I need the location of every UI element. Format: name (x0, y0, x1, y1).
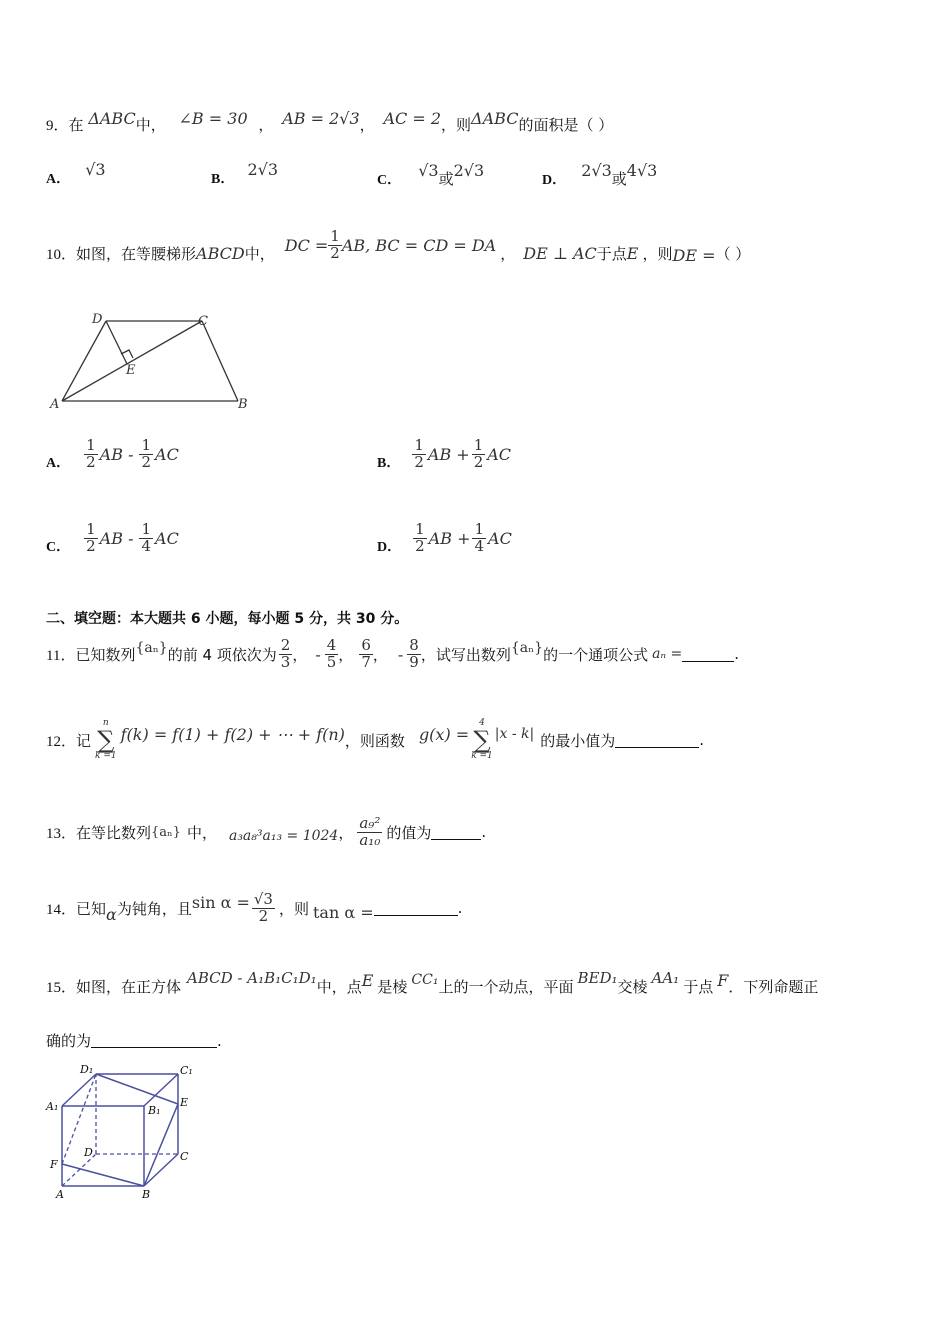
q14-fraction: $\frac{√3}{2}$ (253, 889, 273, 925)
q10-fraction: $\frac{1}{2}$ (330, 226, 340, 262)
label-d: D (92, 312, 103, 327)
label-a: A (56, 1188, 64, 1201)
q11-term-4: $\frac{8}{9}$ (409, 635, 419, 671)
label-d1: D₁ (80, 1063, 94, 1076)
q12-answer-blank[interactable] (615, 733, 699, 748)
q11-term-1: $\frac{2}{3}$ (280, 635, 291, 671)
q11-term-2: $\frac{4}{5}$ (326, 635, 337, 671)
diagonal-ac (62, 321, 202, 401)
label-a: A (50, 397, 60, 412)
label-b: B (142, 1188, 151, 1201)
label-a1: A₁ (46, 1100, 59, 1113)
edge-c1-b1 (144, 1074, 178, 1106)
q9-option-c: C． √3或2√3 (377, 161, 485, 188)
label-e: E (126, 363, 136, 378)
q9-stem: 9．在 ΔABC中， ∠B = 30 ， AB = 2√3， AC = 2，则ΔABC的面积是（ ） (46, 109, 614, 134)
edge-c-b (144, 1154, 178, 1186)
q13-answer-blank[interactable] (431, 825, 481, 840)
q9-option-a: A． √3 (46, 160, 106, 187)
q12-sum-1: n ∑ k =1 (95, 718, 117, 761)
label-b1: B₁ (148, 1104, 161, 1117)
q11-stem: 11． 已知数列 {aₙ} 的前 4 项依次为 $\frac{2}{3}$ ， - $\frac{4}{5}$ ， $\frac{6}{7}$ ， - $\frac{8}{9}$ ，试写出数列 {aₙ} 的一个通项公式 aₙ = . (46, 635, 740, 671)
label-b: B (238, 397, 248, 412)
q11-answer-blank[interactable] (682, 647, 734, 662)
q10-trapezoid-figure (48, 308, 258, 413)
q12-stem: 12． 记 n ∑ k =1 f(k) = f(1) + f(2) + ⋯ + f(n) ，则函数 g(x) = 4 ∑ k =1 |x - k| 的最小值为 . (46, 718, 705, 761)
edge-a1-d1 (62, 1074, 96, 1106)
q10-option-a: A． $\frac{1}{2}$ AB - $\frac{1}{2}$ AC (46, 435, 179, 471)
q14-stem: 14． 已知 α 为钝角，且 sin α = $\frac{√3}{2}$ ，则 tan α = . (46, 889, 463, 925)
side-bc (202, 321, 238, 401)
segment-d1-e (96, 1074, 178, 1104)
q14-answer-blank[interactable] (374, 901, 458, 916)
q10-option-c: C． $\frac{1}{2}$ AB - $\frac{1}{4}$ AC (46, 519, 179, 555)
label-f: F (50, 1158, 58, 1171)
label-d: D (84, 1146, 93, 1159)
q13-fraction: $\frac{\text{a₉²}}{\text{a₁₀}}$ (359, 813, 381, 849)
label-c: C (180, 1150, 189, 1163)
label-e: E (180, 1096, 189, 1109)
section-heading: 二、填空题：本大题共 6 小题，每小题 5 分，共 30 分。 (46, 611, 409, 627)
label-c: C (198, 314, 208, 329)
q15-cube-figure (44, 1060, 204, 1205)
q9-option-d: D． 2√3或4√3 (542, 161, 658, 188)
q9-option-b: B． 2√3 (211, 160, 278, 187)
label-c1: C₁ (180, 1064, 193, 1077)
q15-stem-line2: 确的为 . (46, 1032, 222, 1050)
q13-stem: 13． 在等比数列 {aₙ} 中， a₃a₈³a₁₃ = 1024 ， $\frac{\text{a₉²}}{\text{a₁₀}}$ 的值为 . (46, 813, 487, 849)
q11-term-3: $\frac{6}{7}$ (361, 635, 371, 671)
q10-option-d: D． $\frac{1}{2}$ AB + $\frac{1}{4}$ AC (377, 519, 512, 555)
q12-sum-2: 4 ∑ k =1 (471, 718, 493, 761)
q15-answer-blank[interactable] (91, 1033, 217, 1048)
q10-stem: 10． 如图，在等腰梯形 ABCD 中， DC = $\frac{1}{2}$ AB, BC = CD = DA ， DE ⊥ AC 于点 E ，则 DE = （ ） (46, 226, 751, 265)
q15-stem: 15． 如图，在正方体 ABCD - A₁B₁C₁D₁ 中，点 E 是棱 CC₁ 上的一个动点，平面 BED₁ 交棱 AA₁ 于点 F ．下列命题正 (46, 969, 819, 996)
q10-condition: DC = $\frac{1}{2}$ AB, BC = CD = DA (284, 226, 497, 262)
q10-option-b: B． $\frac{1}{2}$ AB + $\frac{1}{2}$ AC (377, 435, 512, 471)
segment-de (106, 321, 127, 364)
